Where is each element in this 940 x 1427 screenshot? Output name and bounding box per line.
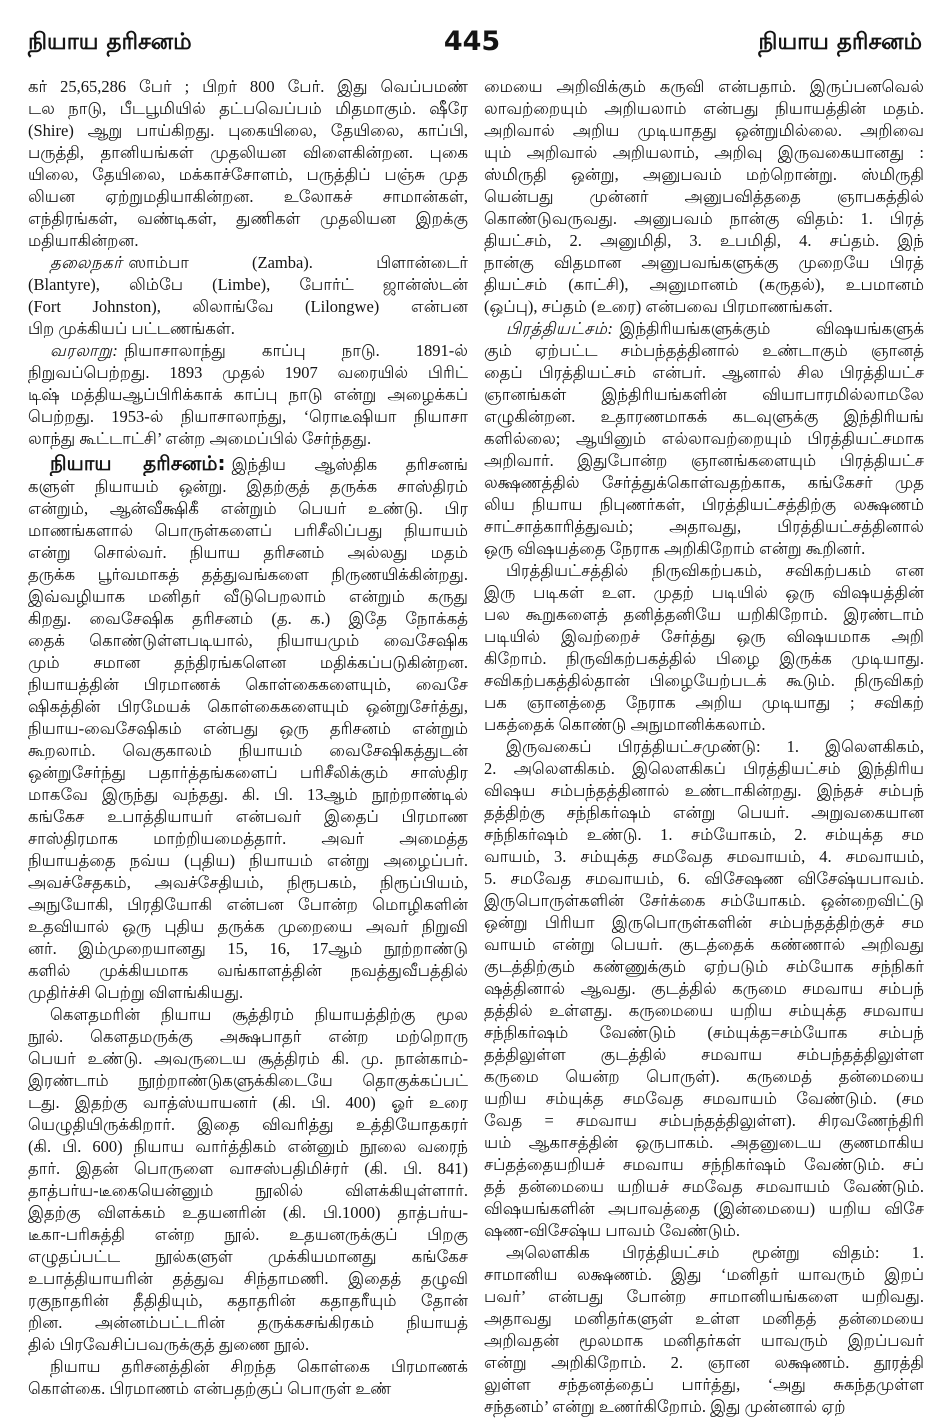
text-line (484, 472, 924, 494)
paragraph (484, 76, 924, 318)
line-text: உதவியால் ஒரு புதிய தருக்க முறையை அவர் நிறுவி (28, 917, 468, 936)
line-text: ஒன்றுசேர்ந்து பதார்த்தங்களைப் பரிசீலிக்கும் சாஸ்திர (28, 763, 468, 782)
line-text: டீகா-பரிசுத்தி என்ற நூல். உதயனருக்குப் பிறகு (28, 1225, 468, 1244)
text-line (28, 674, 468, 696)
text-line (28, 1180, 468, 1202)
line-text: விஷயங்களின் அபாவத்தை (இன்மையை) யறிய விசே (484, 1199, 924, 1218)
line-text: என்று அறிகிறோம். 2. ஞான லக்ஷணம். தூரத்தி (484, 1353, 924, 1372)
line-text: இதற்கு விளக்கம் உதயனரின் (கி. பி.1000) தாத்பர்ய- (28, 1203, 468, 1222)
text-line (484, 164, 924, 186)
text-line (28, 520, 468, 542)
paragraph (484, 1242, 924, 1418)
subheading-term: வரலாறு: (50, 341, 119, 360)
line-text: சந்தனம்’ என்று உணர்கிறோம். இது முன்னால் ஏற் (484, 1397, 846, 1416)
text-line (28, 982, 468, 1004)
line-text: தருக்க பூர்வமாகத் தத்துவங்களை நிருணயிக்கின்றது. (28, 565, 468, 584)
text-line (28, 718, 468, 740)
line-text: பகத்தைக் கொண்டு அநுமானிக்கலாம். (484, 715, 766, 734)
line-text: லக்ஷணத்தில் சேர்த்துக்கொள்வதற்காக, கங்கேசர் முத (484, 473, 924, 492)
text-line (28, 498, 468, 520)
line-text: கங்கேச உபாத்தியாயர் என்பவர் இதைப் பிரமாண (28, 807, 468, 826)
text-line (484, 1242, 924, 1264)
subheading-term: தலைநகர் (50, 253, 123, 272)
text-line (484, 626, 924, 648)
text-line (484, 1022, 924, 1044)
text-line (28, 1378, 468, 1400)
line-text: யெழுதியிருக்கிறார். இதை விவரித்து உத்தியோதகரர் (28, 1115, 468, 1134)
line-text: குடத்திற்கும் கண்ணுக்கும் ஏற்படும் சம்யோக சந்நிகர் (484, 957, 924, 976)
text-line (484, 1286, 924, 1308)
text-line (28, 740, 468, 762)
right-text-column (484, 76, 924, 1421)
line-text: இருவகைப் பிரத்தியட்சமுண்டு: 1. இலௌகிகம், (506, 737, 924, 756)
line-text: டிஷ் மத்தியஆப்பிரிக்காக் காப்பு நாடு என்று அழைக்கப் (28, 385, 468, 404)
line-text: அறிவால் அறிய முடியாதது ஒன்றுமில்லை. அறிவை (484, 121, 924, 140)
line-text: ஒரு விஷயத்தை நேராக அறிகிறோம் என்று கூறினர். (484, 539, 866, 558)
line-text: யம் ஆகாசத்தின் ஒருபாகம். அதனுடைய குணமாகிய (484, 1133, 924, 1152)
text-line (28, 1136, 468, 1158)
line-text: ஷண-விசேஷ்ய பாவம் வேண்டும். (484, 1221, 741, 1240)
text-line (28, 428, 468, 450)
text-line (484, 780, 924, 802)
line-text: மையை அறிவிக்கும் கருவி என்பதாம். இருப்பனவெல் (484, 77, 924, 96)
text-line (28, 1246, 468, 1268)
line-text: கும் ஏற்பட்ட சம்பந்தத்தினால் உண்டாகும் ஞானத் (484, 341, 924, 360)
line-text: கூறலாம். வெகுகாலம் நியாயம் வைசேஷிகத்துடன் (28, 741, 468, 760)
line-text: வாயம், 3. சம்யுக்த சமவேத சமவாயம், 4. சமவாயம், (484, 847, 924, 866)
text-line (28, 1290, 468, 1312)
line-text: வேத = சமவாய சம்பந்தத்திலுள்ள). சிரவணேந்திரி (484, 1111, 924, 1130)
line-text: மாகவே இருந்து வந்தது. கி. பி. 13ஆம் நூற்றாண்டில் (28, 785, 468, 804)
text-line (484, 252, 924, 274)
paragraph (28, 340, 468, 450)
text-line (28, 828, 468, 850)
line-text: (ஒப்பு), சப்தம் (உரை) என்பவை பிரமாணங்கள். (484, 297, 833, 316)
text-line (484, 450, 924, 472)
text-line (484, 824, 924, 846)
line-text: பல கூறுகளைத் தனித்தனியே யறிகிறோம். இரண்டாம் (484, 605, 924, 624)
line-text: லாவற்றையும் அறியலாம் என்பது நியாயத்தின் மதம். (484, 99, 924, 118)
text-line (484, 604, 924, 626)
line-text: இந்திய ஆஸ்திக தரிசனங் (231, 455, 468, 474)
text-line (484, 736, 924, 758)
line-text: கொள்கை. பிரமாணம் என்பதற்குப் பொருள் உண் (28, 1379, 392, 1398)
line-text: தத்திற்கு சந்நிகர்ஷம் என்று பெயர். அறுவகையான (484, 803, 924, 822)
line-text: தத்திலுள்ள குடத்தில் சமவாய சம்பந்தத்திலுள்ள (484, 1045, 924, 1064)
line-text: இவ்வழியாக மனிதர் வீடுபெறலாம் என்றும் கருது (28, 587, 468, 606)
line-text: (Shire) ஆறு பாய்கிறது. புகையிலை, தேயிலை, காப்பி, (28, 121, 468, 140)
line-text: 5. சமவேத சமவாயம், 6. விசேஷண விசேஷ்யபாவம். (484, 869, 924, 888)
line-text: பெயர் உண்டு. அவருடைய சூத்திரம் கி. மு. நான்காம்- (28, 1049, 468, 1068)
text-line (484, 1198, 924, 1220)
text-line (484, 142, 924, 164)
text-line (28, 806, 468, 828)
line-text: உபாத்தியாயரின் தத்துவ சிந்தாமணி. இதைத் தழுவி (28, 1269, 468, 1288)
text-line (484, 538, 924, 560)
line-text: அதாவது மனிதர்களுள் உள்ள மனிதத் தன்மையை (484, 1309, 924, 1328)
line-text: யறிய சம்யுக்த சமவேத சமவாயம் வேண்டும். (சம (484, 1089, 924, 1108)
text-line (28, 1158, 468, 1180)
line-text: தைப் பிரத்தியட்சம் என்பர். ஆனால் சில பிரத்தியட்ச (484, 363, 924, 382)
line-text: ஷத்தினால் ஆவது. குடத்தில் கருமை சமவாய சம்பந் (484, 979, 924, 998)
text-line (28, 340, 468, 362)
line-text: சந்நிகர்ஷம் வேண்டும் (சம்யுக்த=சம்யோக சம்பந் (484, 1023, 924, 1042)
entry-title: நியாய தரிசனம்: (50, 451, 226, 475)
text-line (28, 608, 468, 630)
line-text: (Fort Johnston), லிலாங்வே (Lilongwe) என்பன (28, 297, 468, 316)
line-text: கர் 25,65,286 பேர் ; பிறர் 800 பேர். இது வெப்பமண் (28, 77, 468, 96)
line-text: இரண்டாம் நூற்றாண்டுகளுக்கிடையே தொகுக்கப்பட் (28, 1071, 468, 1090)
text-line (28, 1092, 468, 1114)
line-text: களில் முக்கியமாக வங்காளத்தின் நவத்துவீபத்தில் (28, 961, 468, 980)
line-text: சாட்சாத்காரித்துவம்; அதாவது, பிரத்தியட்சத்தினால் (484, 517, 924, 536)
line-text: (கி. பி. 600) நியாய வார்த்திகம் என்னும் நூலை வரைந் (28, 1137, 468, 1156)
line-text: களுள் நியாயம் ஒன்று. இதற்குத் தருக்க சாஸ்திரம் (28, 477, 468, 496)
text-line (484, 406, 924, 428)
line-text: லாந்து கூட்டாட்சி’ என்ற அமைப்பில் சேர்ந்தது. (28, 429, 372, 448)
text-line (484, 1066, 924, 1088)
line-text: மாணங்களால் பொருள்களைப் பரிசீலிப்பது நியாயம் (28, 521, 468, 540)
text-line (28, 564, 468, 586)
line-text: தார். இதன் பொருளை வாசஸ்பதிமிச்ரர் (கி. பி. 841) (28, 1159, 468, 1178)
text-line (28, 1004, 468, 1026)
text-line (484, 934, 924, 956)
line-text: சந்நிகர்ஷம் உண்டு. 1. சம்யோகம், 2. சம்யுக்த சம (484, 825, 924, 844)
line-text: டல நாடு, பீடபூமியில் தட்பவெப்பம் மிதமாகும். ஷீரே (28, 99, 468, 118)
paragraph (28, 252, 468, 340)
text-line (484, 912, 924, 934)
line-text: றின. அன்னம்பட்டரின் தருக்கசங்கிரகம் நியாயத் (28, 1313, 468, 1332)
text-line (484, 560, 924, 582)
text-line (484, 890, 924, 912)
text-line (28, 186, 468, 208)
line-text: பெற்றது. 1953-ல் நியாசாலாந்து, ‘ரொடீஷியா நியாசா (28, 407, 468, 426)
line-text: அறிவார். இதுபோன்ற ஞானங்களையும் பிரத்தியட்ச (484, 451, 924, 470)
line-text: கிறோம். நிருவிகற்பகத்தில் பிழை இருக்க முடியாது. (484, 649, 924, 668)
text-line (28, 586, 468, 608)
line-text: சாமானிய லக்ஷணம். இது ‘மனிதர் யாவரும் இறப் (484, 1265, 924, 1284)
line-text: கிறது. வைசேஷிக தரிசனம் (த. க.) இதே நோக்கத் (28, 609, 468, 628)
line-text: இந்திரியங்களுக்கும் விஷயங்களுக் (619, 319, 924, 338)
text-line (484, 648, 924, 670)
line-text: நியாயத்தை நவ்ய (புதிய) நியாயம் என்று அழைப்பர். (28, 851, 468, 870)
line-text: எழுகின்றன. உதாரணமாகக் கடவுளுக்கு இந்திரியங் (484, 407, 924, 426)
line-text: ரகுநாதரின் தீதிதியும், கதாதரின் கதாதரீயும் தோன் (28, 1291, 468, 1310)
text-line (484, 1154, 924, 1176)
text-line (484, 802, 924, 824)
line-text: களில்லை; ஆயினும் எல்லாவற்றையும் பிரத்தியட்சமாக (484, 429, 924, 448)
text-line (28, 362, 468, 384)
line-text: தத்தில் உள்ளது. கருமையை யறிய சம்யுக்த சமவாய (484, 1001, 924, 1020)
line-text: பக ஞானத்தை நேராக அறிய முடியாது ; சவிகற் (484, 693, 924, 712)
line-text: அலௌகிக பிரத்தியட்சம் மூன்று விதம்: 1. (506, 1243, 924, 1262)
line-text: வாயம் என்று பெயர். குடத்தைக் கண்ணால் அறிவது (484, 935, 924, 954)
text-line (484, 98, 924, 120)
line-text: என்று சொல்வர். நியாய தரிசனம் அல்லது மதம் (28, 543, 468, 562)
text-line (28, 916, 468, 938)
line-text: இருபொருள்களின் சேர்க்கை சம்யோகம். ஒன்றைவிட்டு (484, 891, 924, 910)
text-line (484, 692, 924, 714)
line-text: நியாசாலாந்து காப்பு நாடு. 1891-ல் (124, 341, 468, 360)
line-text: விஷய சம்பந்தத்தினால் உண்டாகின்றது. இந்தச் சம்பந் (484, 781, 924, 800)
text-line (484, 1308, 924, 1330)
text-line (28, 208, 468, 230)
text-line (484, 516, 924, 538)
text-line (484, 362, 924, 384)
line-text: (Blantyre), லிம்பே (Limbe), போர்ட் ஜான்ஸ்டன் (28, 275, 468, 294)
text-line (28, 938, 468, 960)
line-text: பருத்தி, தானியங்கள் முதலியன விளைகின்றன. புகை (28, 143, 468, 162)
text-line (28, 1356, 468, 1378)
text-line (484, 1044, 924, 1066)
line-text: னர். இம்முறையானது 15, 16, 17ஆம் நூற்றாண்டு (28, 939, 468, 958)
text-line (28, 296, 468, 318)
text-line (28, 1202, 468, 1224)
line-text: நியாயத்தின் பிரமாணக் கொள்கைகளையும், வைசே (28, 675, 468, 694)
text-line (484, 1264, 924, 1286)
text-line (28, 630, 468, 652)
text-line (484, 384, 924, 406)
text-line (28, 784, 468, 806)
text-line (484, 1352, 924, 1374)
text-line (28, 762, 468, 784)
line-text: யும் அறிவால் அறியலாம், அறிவு இருவகையானது : (484, 143, 924, 162)
text-line (28, 1026, 468, 1048)
text-line (28, 1268, 468, 1290)
text-line (28, 894, 468, 916)
text-line (28, 476, 468, 498)
line-text: அறிவதன் மூலமாக மனிதர்கள் யாவரும் இறப்பவர் (484, 1331, 924, 1350)
line-text: தத் தன்மையை யறியச் சமவேத சமவாயம் வேண்டும். (484, 1177, 924, 1196)
line-text: நூல். கௌதமருக்கு அக்ஷபாதர் என்ற மற்றொரு (28, 1027, 468, 1046)
text-line (484, 1000, 924, 1022)
line-text: தில் பிரவேசிப்பவருக்குத் துணை நூல். (28, 1335, 310, 1354)
line-text: ஷிகத்தின் பிரமேயக் கொள்கைகளையும் ஒன்றுசேர்த்து, (28, 697, 468, 716)
text-line (28, 960, 468, 982)
line-text: நான்கு விதமான அனுபவங்களுக்கு முறையே பிரத் (484, 253, 924, 272)
line-text: ஸ்மிருதி ஒன்று, அனுபவம் மற்றொன்று. ஸ்மிருதி (484, 165, 924, 184)
text-line (484, 868, 924, 890)
line-text: ஞானங்கள் இந்திரியங்களின் வியாபாரமில்லாமலே (484, 385, 924, 404)
line-text: தாத்பர்ய-டீகையென்னும் நூலில் விளக்கியுள்ளார். (28, 1181, 468, 1200)
paragraph (28, 1356, 468, 1400)
line-text: சாஸ்திரமாக மாற்றியமைத்தார். அவர் அமைத்த (28, 829, 468, 848)
text-line (28, 1070, 468, 1092)
text-line (484, 1176, 924, 1198)
line-text: நிறுவப்பெற்றது. 1893 முதல் 1907 வரையில் பிரிட் (28, 363, 468, 382)
text-line (28, 1114, 468, 1136)
line-text: அவச்சேதகம், அவச்சேதியம், நிரூபகம், நிரூப்பியம், (28, 873, 468, 892)
text-line (28, 120, 468, 142)
line-text: யென்பது முன்னர் அனுபவித்ததை ஞாபகத்தில் (484, 187, 924, 206)
line-text: பவர்’ என்பது போன்ற சாமானியங்களை யறிவது. (484, 1287, 924, 1306)
line-text: மும் சமான தந்திரங்களென மதிக்கப்படுகின்றன. (28, 653, 468, 672)
paragraph (484, 560, 924, 736)
text-line (484, 296, 924, 318)
text-line (484, 1374, 924, 1396)
line-text: கௌதமரின் நியாய சூத்திரம் நியாயத்திற்கு மூல (50, 1005, 468, 1024)
text-line (28, 450, 468, 476)
line-text: பிற முக்கியப் பட்டணங்கள். (28, 319, 235, 338)
line-text: பிரத்தியட்சத்தில் நிருவிகற்பகம், சவிகற்பகம் என (506, 561, 924, 580)
text-line (28, 164, 468, 186)
line-text: நியாய தரிசனத்தின் சிறந்த கொள்கை பிரமாணக் (50, 1357, 468, 1376)
text-line (484, 956, 924, 978)
text-line (28, 252, 468, 274)
paragraph (484, 318, 924, 560)
running-head-right: நியாய தரிசனம் (758, 29, 922, 55)
line-text: எழுதப்பட்ட நூல்களுள் முக்கியமானது கங்கேச (28, 1247, 468, 1266)
text-line (484, 76, 924, 98)
text-line (484, 714, 924, 736)
text-line (28, 98, 468, 120)
line-text: கொண்டுவருவது. அனுபவம் நான்கு விதம்: 1. பிரத் (484, 209, 924, 228)
line-text: படியில் இவற்றைச் சேர்த்து ஒரு விஷயமாக அறி (484, 627, 924, 646)
line-text: லிய நியாய நிபுணர்கள், பிரத்தியட்சத்திற்கு லக்ஷணம் (484, 495, 924, 514)
text-line (28, 384, 468, 406)
line-text: யிலை, தேயிலை, மக்காச்சோளம், பருத்திப் பஞ்சு முத (28, 165, 468, 184)
text-line (28, 542, 468, 564)
text-line (28, 406, 468, 428)
line-text: அநுயோகி, பிரதியோகி என்பன போன்ற மொழிகளின் (28, 895, 468, 914)
line-text: கருமை யென்ற பொருள்). கருமைத் தன்மையை (484, 1067, 924, 1086)
entry-paragraph (28, 450, 468, 1004)
subheading-term: பிரத்தியட்சம்: (506, 319, 614, 338)
text-line (28, 1224, 468, 1246)
line-text: ஸாம்பா (Zamba). பிளான்டைர் (128, 253, 468, 272)
text-line (484, 208, 924, 230)
text-line (484, 846, 924, 868)
paragraph (28, 76, 468, 252)
text-line (28, 318, 468, 340)
text-line (484, 120, 924, 142)
line-text: லியன ஏற்றுமதியாகின்றன. உலோகச் சாமான்கள், (28, 187, 468, 206)
text-line (28, 1312, 468, 1334)
line-text: ஒன்று பிரியா இருபொருள்களின் சம்பந்தத்திற்குச் சம (484, 913, 924, 932)
line-text: எந்திரங்கள், வண்டிகள், துணிகள் முதலியன இறக்கு (28, 209, 468, 228)
line-text: 2. அலௌகிகம். இலௌகிகப் பிரத்தியட்சம் இந்திரிய (484, 759, 924, 778)
running-head-left: நியாய தரிசனம் (28, 29, 192, 55)
line-text: தியட்சம் (காட்சி), அனுமானம் (கருதல்), உபமானம் (484, 275, 924, 294)
text-line (28, 850, 468, 872)
text-line (28, 652, 468, 674)
text-line (484, 428, 924, 450)
line-text: முதிர்ச்சி பெற்று விளங்கியது. (28, 983, 244, 1002)
text-line (28, 696, 468, 718)
text-line (28, 872, 468, 894)
text-line (28, 274, 468, 296)
text-line (484, 1088, 924, 1110)
text-line (28, 142, 468, 164)
text-line (484, 1110, 924, 1132)
text-line (484, 670, 924, 692)
text-line (484, 582, 924, 604)
line-text: தைக் கொண்டுள்ளபடியால், நியாயமும் வைசேஷிக (28, 631, 468, 650)
line-text: டது. இதற்கு வாத்ஸ்யாயனர் (கி. பி. 400) ஓர் உரை (28, 1093, 468, 1112)
text-line (484, 758, 924, 780)
paragraph (484, 736, 924, 1242)
text-line (484, 1396, 924, 1418)
line-text: மதியாகின்றன. (28, 231, 139, 250)
text-line (484, 274, 924, 296)
line-text: சவிகற்பகத்தில்தான் பிழையேற்படக் கூடும். நிருவிகற் (484, 671, 924, 690)
line-text: என்றும், ஆன்வீக்ஷிகீ என்றும் பெயர் உண்டு. பிர (28, 499, 468, 518)
text-line (28, 1334, 468, 1356)
text-line (484, 978, 924, 1000)
text-line (484, 1132, 924, 1154)
text-line (484, 318, 924, 340)
line-text: தியட்சம், 2. அனுமிதி, 3. உபமிதி, 4. சப்தம். இந் (484, 231, 924, 250)
paragraph (28, 1004, 468, 1356)
text-line (484, 1330, 924, 1352)
text-line (28, 230, 468, 252)
text-line (28, 1048, 468, 1070)
left-text-column (28, 76, 468, 1421)
text-line (484, 1220, 924, 1242)
text-line (28, 76, 468, 98)
line-text: இரு படிகள் உள. முதற் படியில் ஒரு விஷயத்தின் (484, 583, 924, 602)
page-number: 445 (443, 26, 501, 57)
line-text: நியாய-வைசேஷிகம் என்பது ஒரு தரிசனம் என்றும் (28, 719, 468, 738)
line-text: சப்தத்தையறியச் சமவாய சந்நிகர்ஷம் வேண்டும். சப் (484, 1155, 924, 1174)
line-text: லுள்ள சந்தனத்தைப் பார்த்து, ‘அது சுகந்தமுள்ள (484, 1375, 924, 1394)
text-line (484, 186, 924, 208)
text-line (484, 494, 924, 516)
text-line (484, 340, 924, 362)
text-line (484, 230, 924, 252)
